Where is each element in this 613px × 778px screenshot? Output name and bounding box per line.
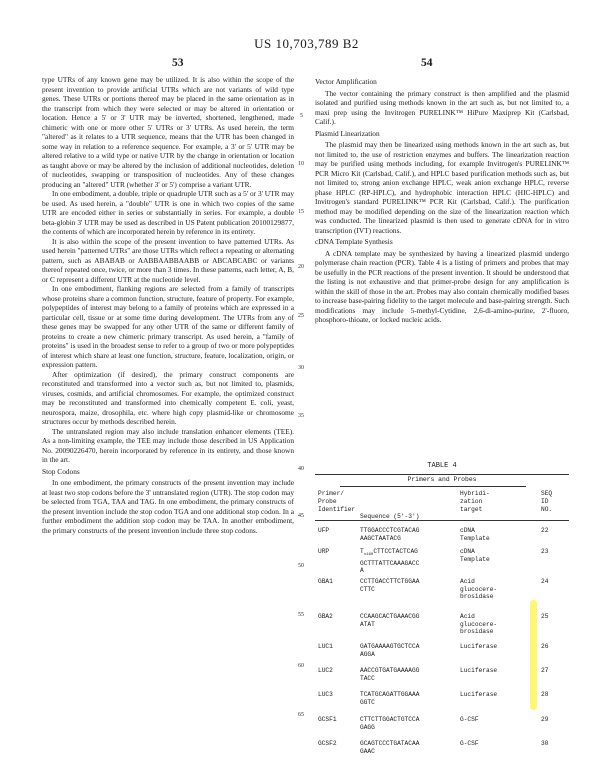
paragraph-stop-codons: In one embodiment, the primary constructs of the present invention may include at least two stop codons before the 3' untranslated region (UTR). The stop codon may be selected from TGA, TAA and TAG. In one embodiment, the primary constructs of the present invention include the stop codon TGA and one additional stop codon. In a further embodiment the addition stop codon may be TAA. In another embodiment, the primary constructs of the present invention include three stop codons. [42,478,294,535]
line-number: 55 [298,612,304,618]
line-number: 10 [298,161,304,167]
paragraph-optimization: After optimization (if desired), the primary construct components are reconstituted and transformed into a vector such as, but not limited to, plasmids, viruses, cosmids, and artificial chromosomes. For example, the optimized construct may be reconstituted and transformed into chemically competent E. coli, yeast, neurospora, maize, drosophila, etc. where high copy plasmid-like or chromosome structures occur by methods described herein. [42,369,294,426]
patent-number: US 10,703,789 B2 [254,36,359,51]
line-number: 20 [298,264,304,270]
line-number: 5 [300,113,303,119]
cell-sequence: GCAGTCCCTGATACAA GAAC [360,740,420,755]
cell-target: cDNA Template [460,527,490,542]
cell-sequence: TCATGCAGATTGGAAA GGTC [360,691,420,706]
cell-target: Luciferase [460,691,498,698]
cell-identifier: GBA2 [318,613,333,620]
cell-target: Acid glucocere- brosidase [460,613,498,636]
cell-seqid: 27 [541,667,549,674]
line-number: 15 [298,209,304,215]
page-number-right: 54 [421,57,433,69]
cell-seqid: 28 [541,691,549,698]
paragraph-utr-variants: type UTRs of any known gene may be utilized. It is also within the scope of the present invention to provide artificial UTRs which are not variants of wild type genes. These UTRs or portions thereof may be placed in the same orientation as in the transcript from which they were selected or may be altered in orientation or location. Hence a 5' or 3' UTR may be inverted, shortened, lengthened, made chimeric with one or more other 5' UTRs or 3' UTRs. As used herein, the term "altered" as it relates to a UTR sequence, means that the UTR has been changed in some way in relation to a reference sequence. For example, a 3' or 5' UTR may be altered relative to a wild type or native UTR by the change in orientation or location as taught above or may be altered by the inclusion of additional nucleotides, deletion of nucleotides, swapping or transposition of nucleotides. Any of these changes producing an "altered" UTR (whether 3' or 5') comprise a variant UTR. [42,75,294,189]
table-rule [315,474,569,475]
cell-target: cDNA Template [460,548,490,563]
paragraph-plasmid-linearization: The plasmid may then be linearized using methods known in the art such as, but not limited to, the use of restriction enzymes and buffers. The linearization reaction may be purified using methods including, for example Invitrogen's PURELINK™ PCR Micro Kit (Carlsbad, Calif.), and HPLC based purification methods such as, but not limited to, strong anion exchange HPLC, weak anion exchange HPLC, reverse phase HPLC (RP-HPLC), and hydrophobic interaction HPLC (HIC-HPLC) and Invitrogen's standard PURELINK™ PCR Kit (Carlsbad, Calif.). The purification method may be modified depending on the size of the linearization reaction which was conducted. The linearized plasmid is then used to generate cDNA for in vitro transcription (IVT) reactions. [315,140,569,235]
heading-vector-amplification: Vector Amplification [315,77,377,86]
paragraph-double-utr: In one embodiment, a double, triple or quadruple UTR such as a 5' or 3' UTR may be used. As used herein, a "double" UTR is one in which two copies of the same UTR are encoded either in series or substantially in series. For example, a double beta-globin 3' UTR may be used as described in US Patent publication 20100129877, the contents of which are incorporated herein by reference in its entirety. [42,189,294,236]
column-header-sequence: Sequence (5'-3') [360,513,420,520]
cell-identifier: UFP [318,527,330,534]
cell-seqid: 22 [541,527,549,534]
highlighter-mark [530,600,537,710]
paragraph-patterned-utr: It is also within the scope of the present invention to have patterned UTRs. As used herein "patterned UTRs" are those UTRs which reflect a repeating or alternating pattern, such as ABABAB or AABBAABBAABB or ABCABCABC or variants thereof repeated once, twice, or more than 3 times. In these patterns, each letter, A, B, or C represent a different UTR at the nucleotide level. [42,236,294,284]
table-rule [315,520,569,521]
cell-seqid: 30 [541,740,549,747]
paragraph-flanking-regions: In one embodiment, flanking regions are selected from a family of transcripts whose proteins share a common function, structure, feature of property. For example, polypeptides of interest may belong to a family of proteins which are expressed in a particular cell, tissue or at some time during development. The UTRs from any of these genes may be swapped for any other UTR of the same or different family of proteins to create a new chimeric primary transcript. As used herein, a "family of proteins" is used in the broadest sense to refer to a group of two or more polypeptides of interest which share at least one function, structure, feature, localization, origin, or expression pattern. [42,284,294,369]
paragraph-tee: The untranslated region may also include translation enhancer elements (TEE). As a non-limiting example, the TEE may include those described in US Application No. 20090226470, herein incorporated by reference in its entirety, and those known in the art. [42,426,294,464]
line-number: 35 [298,413,304,419]
cell-sequence: CTTCTTGGACTGTCCA GAGG [360,716,420,731]
cell-seqid: 29 [541,716,549,723]
table-caption: Primers and Probes [407,476,477,483]
line-number: 25 [298,313,304,319]
column-header-identifier: Primer/ Probe Identifier [318,490,356,513]
cell-target: G-CSF [460,740,479,747]
heading-stop-codons: Stop Codons [42,466,80,476]
cell-sequence: AACCGTGATGAAAAGG TACC [360,667,420,682]
cell-seqid: 23 [541,548,549,555]
cell-sequence: GATGAAAAGTGCTCCA AGGA [360,643,420,658]
cell-identifier: GBA1 [318,578,333,585]
right-column [315,75,569,325]
page-number-left: 53 [172,57,184,69]
cell-seqid: 26 [541,643,549,650]
cell-sequence: CCAAGCACTGAAACGG ATAT [360,613,420,628]
cell-target: G-CSF [460,716,479,723]
heading-plasmid-linearization: Plasmid Linearization [315,128,380,138]
line-number: 30 [298,365,304,371]
line-number: 45 [298,513,304,519]
cell-sequence: TTGGACCCTCGTACAG AAGCTAATACG [360,527,420,542]
cell-seqid: 24 [541,578,549,585]
heading-cdna-template: cDNA Template Synthesis [315,237,393,246]
line-number: 60 [298,663,304,669]
cell-identifier: LUC3 [318,691,333,698]
cell-sequence: $T_{x160}CTTCCTACTCAG$ GCTTTATTCAAAGACC A [360,548,420,575]
table-title: TABLE 4 [427,462,457,470]
cell-identifier: GCSF2 [318,740,337,747]
cell-identifier: GCSF1 [318,716,337,723]
cell-target: Luciferase [460,643,498,650]
line-number: 65 [298,712,304,718]
paragraph-vector-amplification: The vector containing the primary construct is then amplified and the plasmid isolated and purified using methods known in the art such as, but not limited to, a maxi prep using the Invitrogen PURELINK™ HiPure Maxiprep Kit (Carlsbad, Calif.). [315,88,569,126]
cell-identifier: LUC1 [318,643,333,650]
table-rule [340,486,526,487]
cell-identifier: URP [318,548,330,555]
paragraph-cdna-template: A cDNA template may be synthesized by having a linearized plasmid undergo polymerase chain reaction (PCR). Table 4 is a listing of primers and probes that may be usefully in the PCR reactions of the present invention. It should be understood that the listing is not exhaustive and that primer-probe design for any amplification is within the skill of those in the art. Probes may also contain chemically modified bases to increase base-pairing fidelity to the target molecule and base-pairing strength. Such modifications may include 5-methyl-Cytidine, 2,6-di-amino-purine, 2'-fluoro, phosphoro-thioate, or locked nucleic acids. [315,248,569,324]
column-header-target: Hybridi- zation target [460,490,490,513]
cell-seqid: 25 [541,613,549,620]
line-number: 40 [298,466,304,472]
cell-target: Acid glucocere- brosidase [460,578,498,601]
column-header-seqid: SEQ ID NO. [541,490,553,513]
cell-identifier: LUC2 [318,667,333,674]
cell-target: Luciferase [460,667,498,674]
line-number: 50 [298,563,304,569]
left-column [42,75,294,535]
cell-sequence: CCTTGACCTTCTGGAA CTTC [360,578,420,593]
